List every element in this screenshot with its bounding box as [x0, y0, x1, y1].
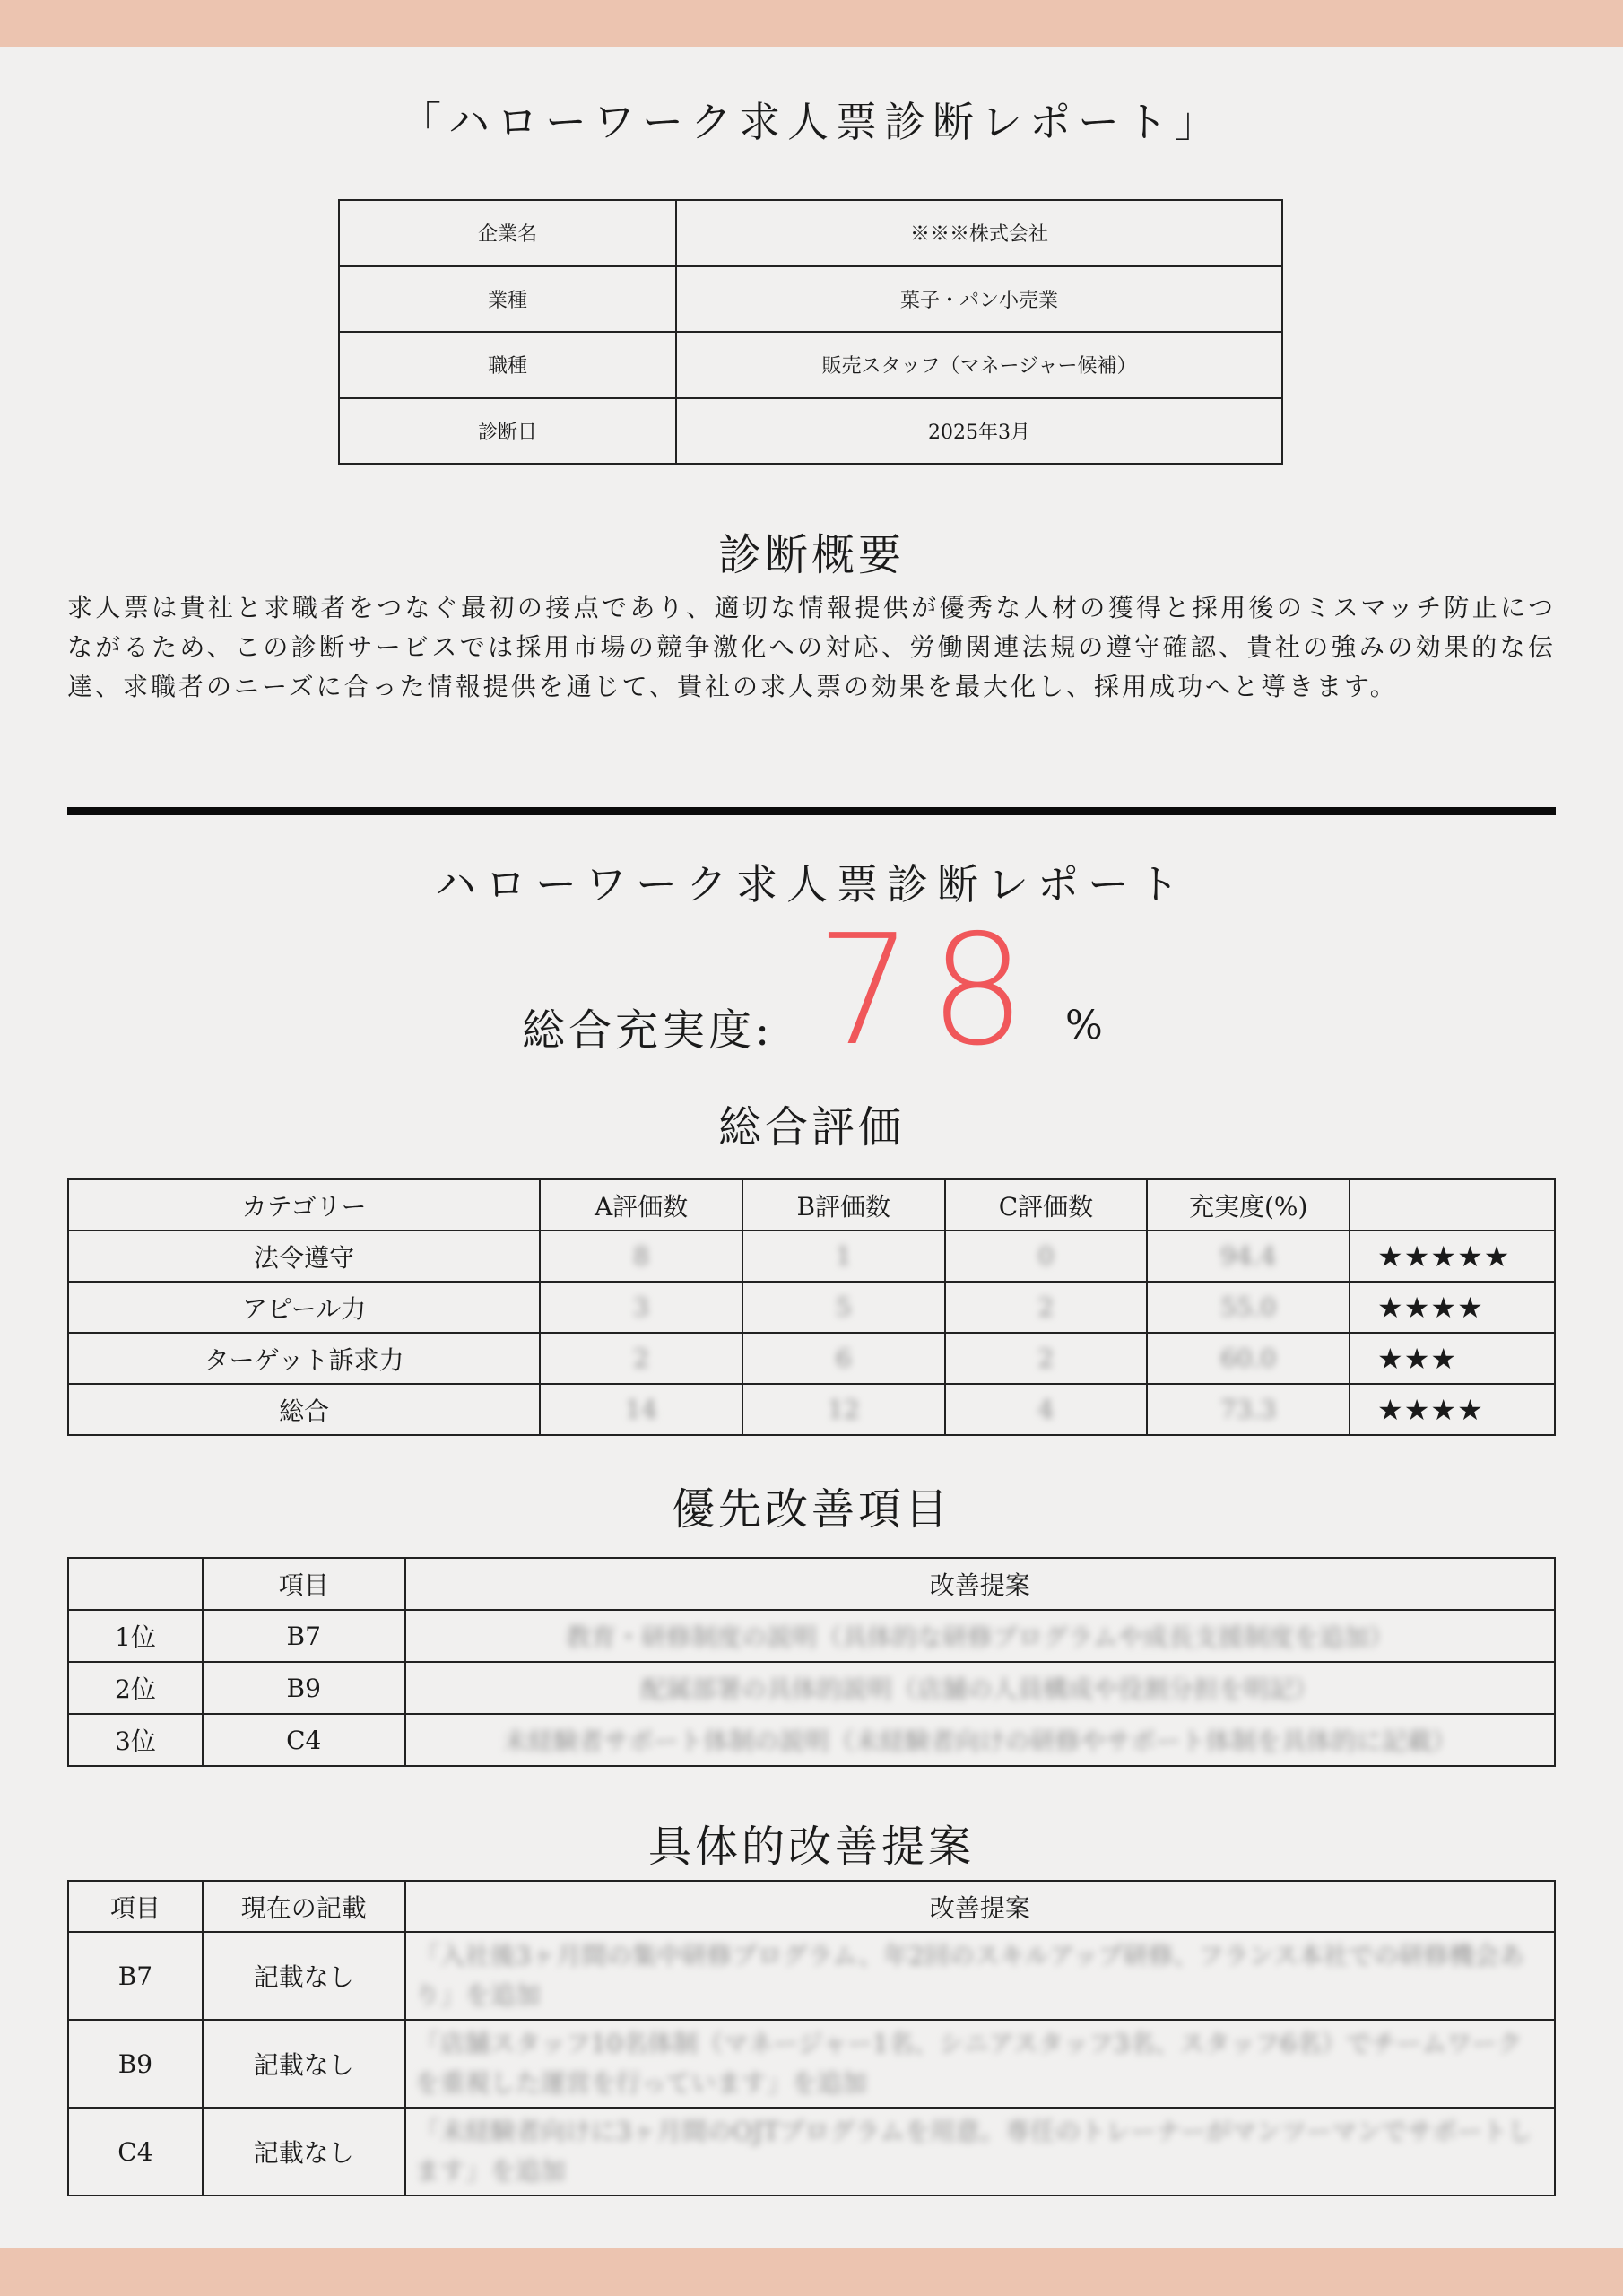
info-value: ※※※株式会社: [676, 200, 1282, 266]
column-header: 現在の記載: [203, 1881, 405, 1932]
category-cell: 総合: [68, 1384, 540, 1435]
rate-cell: 73.3: [1147, 1384, 1350, 1435]
info-value: 販売スタッフ（マネージャー候補）: [676, 332, 1282, 398]
table-row: [68, 1282, 1555, 1333]
c-count-cell: 2: [945, 1333, 1148, 1384]
table-header-row: [68, 1179, 1555, 1231]
current-cell: 記載なし: [203, 1932, 405, 2020]
table-row: [339, 266, 1282, 333]
company-info-table: [338, 199, 1283, 465]
table-row: [68, 2020, 1555, 2108]
item-cell: B9: [203, 1662, 405, 1714]
a-count-cell: 2: [540, 1333, 742, 1384]
table-header-row: [68, 1558, 1555, 1610]
table-row: [68, 1231, 1555, 1282]
item-cell: C4: [203, 1714, 405, 1766]
column-header: C評価数: [945, 1179, 1148, 1231]
item-cell: B9: [68, 2020, 203, 2108]
c-count-cell: 2: [945, 1282, 1148, 1333]
info-value: 菓子・パン小売業: [676, 266, 1282, 333]
section-divider: [67, 807, 1556, 815]
item-cell: B7: [203, 1610, 405, 1662]
proposal-cell: 未経験者サポート体制の説明（未経験者向けの研修やサポート体制を具体的に記載）: [405, 1714, 1555, 1766]
priority-heading: 優先改善項目: [671, 1484, 951, 1535]
specific-heading: 具体的改善提案: [647, 1822, 975, 1872]
current-cell: 記載なし: [203, 2020, 405, 2108]
column-header: 項目: [203, 1558, 405, 1610]
rate-cell: 94.4: [1147, 1231, 1350, 1282]
proposal-cell: 教育・研修制度の説明（具体的な研修プログラムや成長支援制度を追加）: [405, 1610, 1555, 1662]
column-header: [1350, 1179, 1555, 1231]
proposal-cell: 配属部署の具体的説明（店舗の人員構成や役割分担を明記）: [405, 1662, 1555, 1714]
summary-heading: 診断概要: [717, 530, 905, 580]
star-rating: ★★★★: [1350, 1282, 1555, 1333]
column-header: 項目: [68, 1881, 203, 1932]
page-title: 「ハローワーク求人票診断レポート」: [400, 98, 1223, 146]
b-count-cell: 6: [742, 1333, 945, 1384]
table-row: [339, 332, 1282, 398]
table-row: [68, 1384, 1555, 1435]
info-value: 2025年3月: [676, 398, 1282, 465]
rank-cell: 1位: [68, 1610, 203, 1662]
evaluation-table: [67, 1178, 1556, 1436]
star-rating: ★★★★: [1350, 1384, 1555, 1435]
column-header: 改善提案: [405, 1881, 1555, 1932]
table-row: [339, 398, 1282, 465]
category-cell: ターゲット訴求力: [68, 1333, 540, 1384]
proposal-cell: 「店舗スタッフ10名体制（マネージャー1名、シニアスタッフ3名、スタッフ6名）でチームワークを重視した運営を行っています」を追加: [405, 2020, 1555, 2108]
column-header: 充実度(%): [1147, 1179, 1350, 1231]
item-cell: C4: [68, 2108, 203, 2196]
score-label: 総合充実度:: [522, 1005, 774, 1056]
column-header: カテゴリー: [68, 1179, 540, 1231]
a-count-cell: 3: [540, 1282, 742, 1333]
b-count-cell: 1: [742, 1231, 945, 1282]
column-header: A評価数: [540, 1179, 742, 1231]
category-cell: 法令遵守: [68, 1231, 540, 1282]
info-label: 業種: [339, 266, 676, 333]
column-header: 改善提案: [405, 1558, 1555, 1610]
proposal-cell: 「未経験者向けに3ヶ月間のOJTプログラムを用意。専任のトレーナーがマンツーマンでサポートします」を追加: [405, 2108, 1555, 2196]
table-row: [68, 1714, 1555, 1766]
table-row: [68, 2108, 1555, 2196]
priority-table: [67, 1557, 1556, 1767]
score-unit: %: [1065, 1003, 1103, 1048]
table-header-row: [68, 1881, 1555, 1932]
b-count-cell: 5: [742, 1282, 945, 1333]
category-cell: アピール力: [68, 1282, 540, 1333]
proposal-cell: 「入社後3ヶ月間の集中研修プログラム、年2回のスキルアップ研修、フランス本社での研修機会あり」を追加: [405, 1932, 1555, 2020]
star-rating: ★★★★★: [1350, 1231, 1555, 1282]
current-cell: 記載なし: [203, 2108, 405, 2196]
bottom-band: [0, 2248, 1623, 2296]
info-label: 診断日: [339, 398, 676, 465]
table-row: [68, 1932, 1555, 2020]
rate-cell: 60.0: [1147, 1333, 1350, 1384]
a-count-cell: 8: [540, 1231, 742, 1282]
rank-cell: 2位: [68, 1662, 203, 1714]
star-rating: ★★★: [1350, 1333, 1555, 1384]
info-label: 企業名: [339, 200, 676, 266]
report-title: ハローワーク求人票診断レポート: [435, 860, 1188, 909]
column-header: [68, 1558, 203, 1610]
info-label: 職種: [339, 332, 676, 398]
top-band: [0, 0, 1623, 47]
score-value: 78: [816, 902, 1043, 1080]
specific-proposals-table: [67, 1880, 1556, 2196]
rate-cell: 55.0: [1147, 1282, 1350, 1333]
rank-cell: 3位: [68, 1714, 203, 1766]
b-count-cell: 12: [742, 1384, 945, 1435]
table-row: [339, 200, 1282, 266]
c-count-cell: 0: [945, 1231, 1148, 1282]
table-row: [68, 1610, 1555, 1662]
table-row: [68, 1662, 1555, 1714]
column-header: B評価数: [742, 1179, 945, 1231]
c-count-cell: 4: [945, 1384, 1148, 1435]
item-cell: B7: [68, 1932, 203, 2020]
table-row: [68, 1333, 1555, 1384]
a-count-cell: 14: [540, 1384, 742, 1435]
evaluation-heading: 総合評価: [717, 1102, 905, 1152]
summary-text: 求人票は貴社と求職者をつなぐ最初の接点であり、適切な情報提供が優秀な人材の獲得と採用後のミスマッチ防止につながるため、この診断サービスでは採用市場の競争激化への対応、労働関連法規の遵守確認、貴社の強みの効果的な伝達、求職者のニーズに合った情報提供を通じて、貴社の求人票の効果を最大化し、採用成功へと導きます。: [67, 593, 1556, 701]
